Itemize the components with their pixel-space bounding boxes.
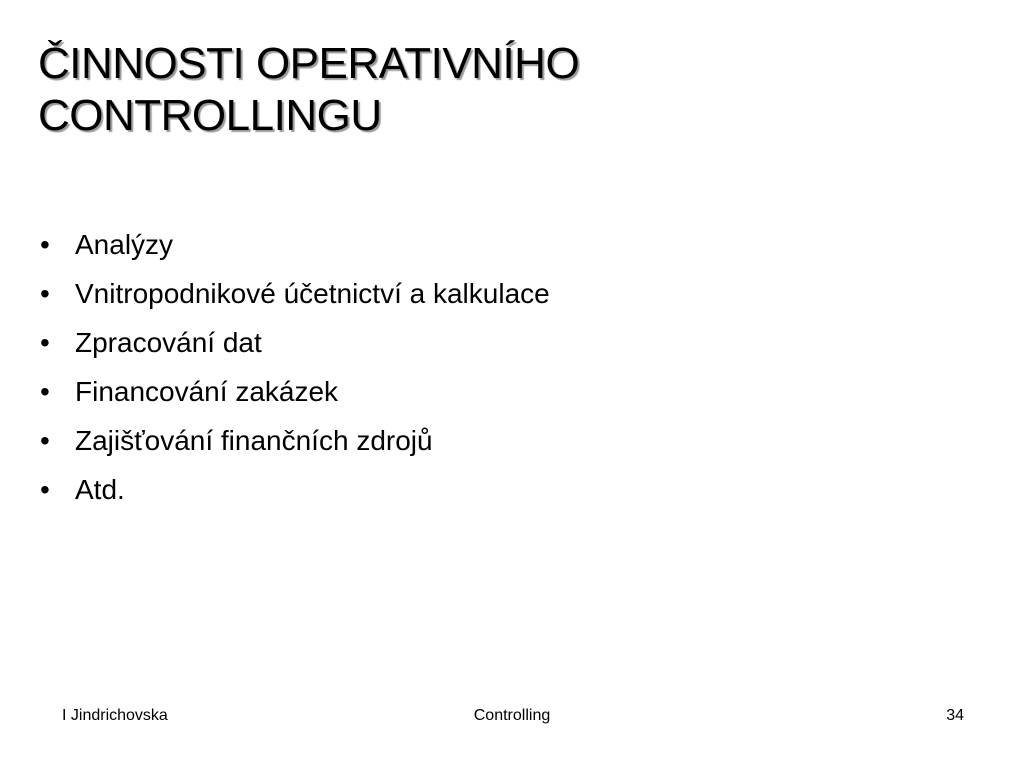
bullet-icon: • xyxy=(40,326,50,358)
bullet-icon: • xyxy=(40,375,50,407)
footer-topic: Controlling xyxy=(473,707,551,724)
footer-author: I Jindrichovska xyxy=(62,707,168,724)
bullet-icon: • xyxy=(40,473,50,505)
bullet-text: Atd. xyxy=(75,473,125,505)
list-item xyxy=(40,318,550,367)
list-item xyxy=(40,416,550,465)
bullet-icon: • xyxy=(40,228,50,260)
slide-title-line-2: CONTROLLINGU xyxy=(38,91,382,140)
bullet-text: Zpracování dat xyxy=(75,326,262,358)
list-item xyxy=(40,220,550,269)
bullet-text: Zajišťování finančních zdrojů xyxy=(75,424,433,456)
bullet-text: Vnitropodnikové účetnictví a kalkulace xyxy=(75,277,550,309)
bullet-icon: • xyxy=(40,277,50,309)
footer-page-number: 34 xyxy=(946,707,964,724)
slide-title xyxy=(38,38,938,142)
bullet-list xyxy=(40,220,550,514)
bullet-text: Analýzy xyxy=(75,228,174,260)
bullet-text: Financování zakázek xyxy=(75,375,339,407)
list-item xyxy=(40,269,550,318)
list-item xyxy=(40,367,550,416)
list-item xyxy=(40,465,550,514)
bullet-icon: • xyxy=(40,424,50,456)
slide-title-line-1: ČINNOSTI OPERATIVNÍHO xyxy=(38,39,580,88)
